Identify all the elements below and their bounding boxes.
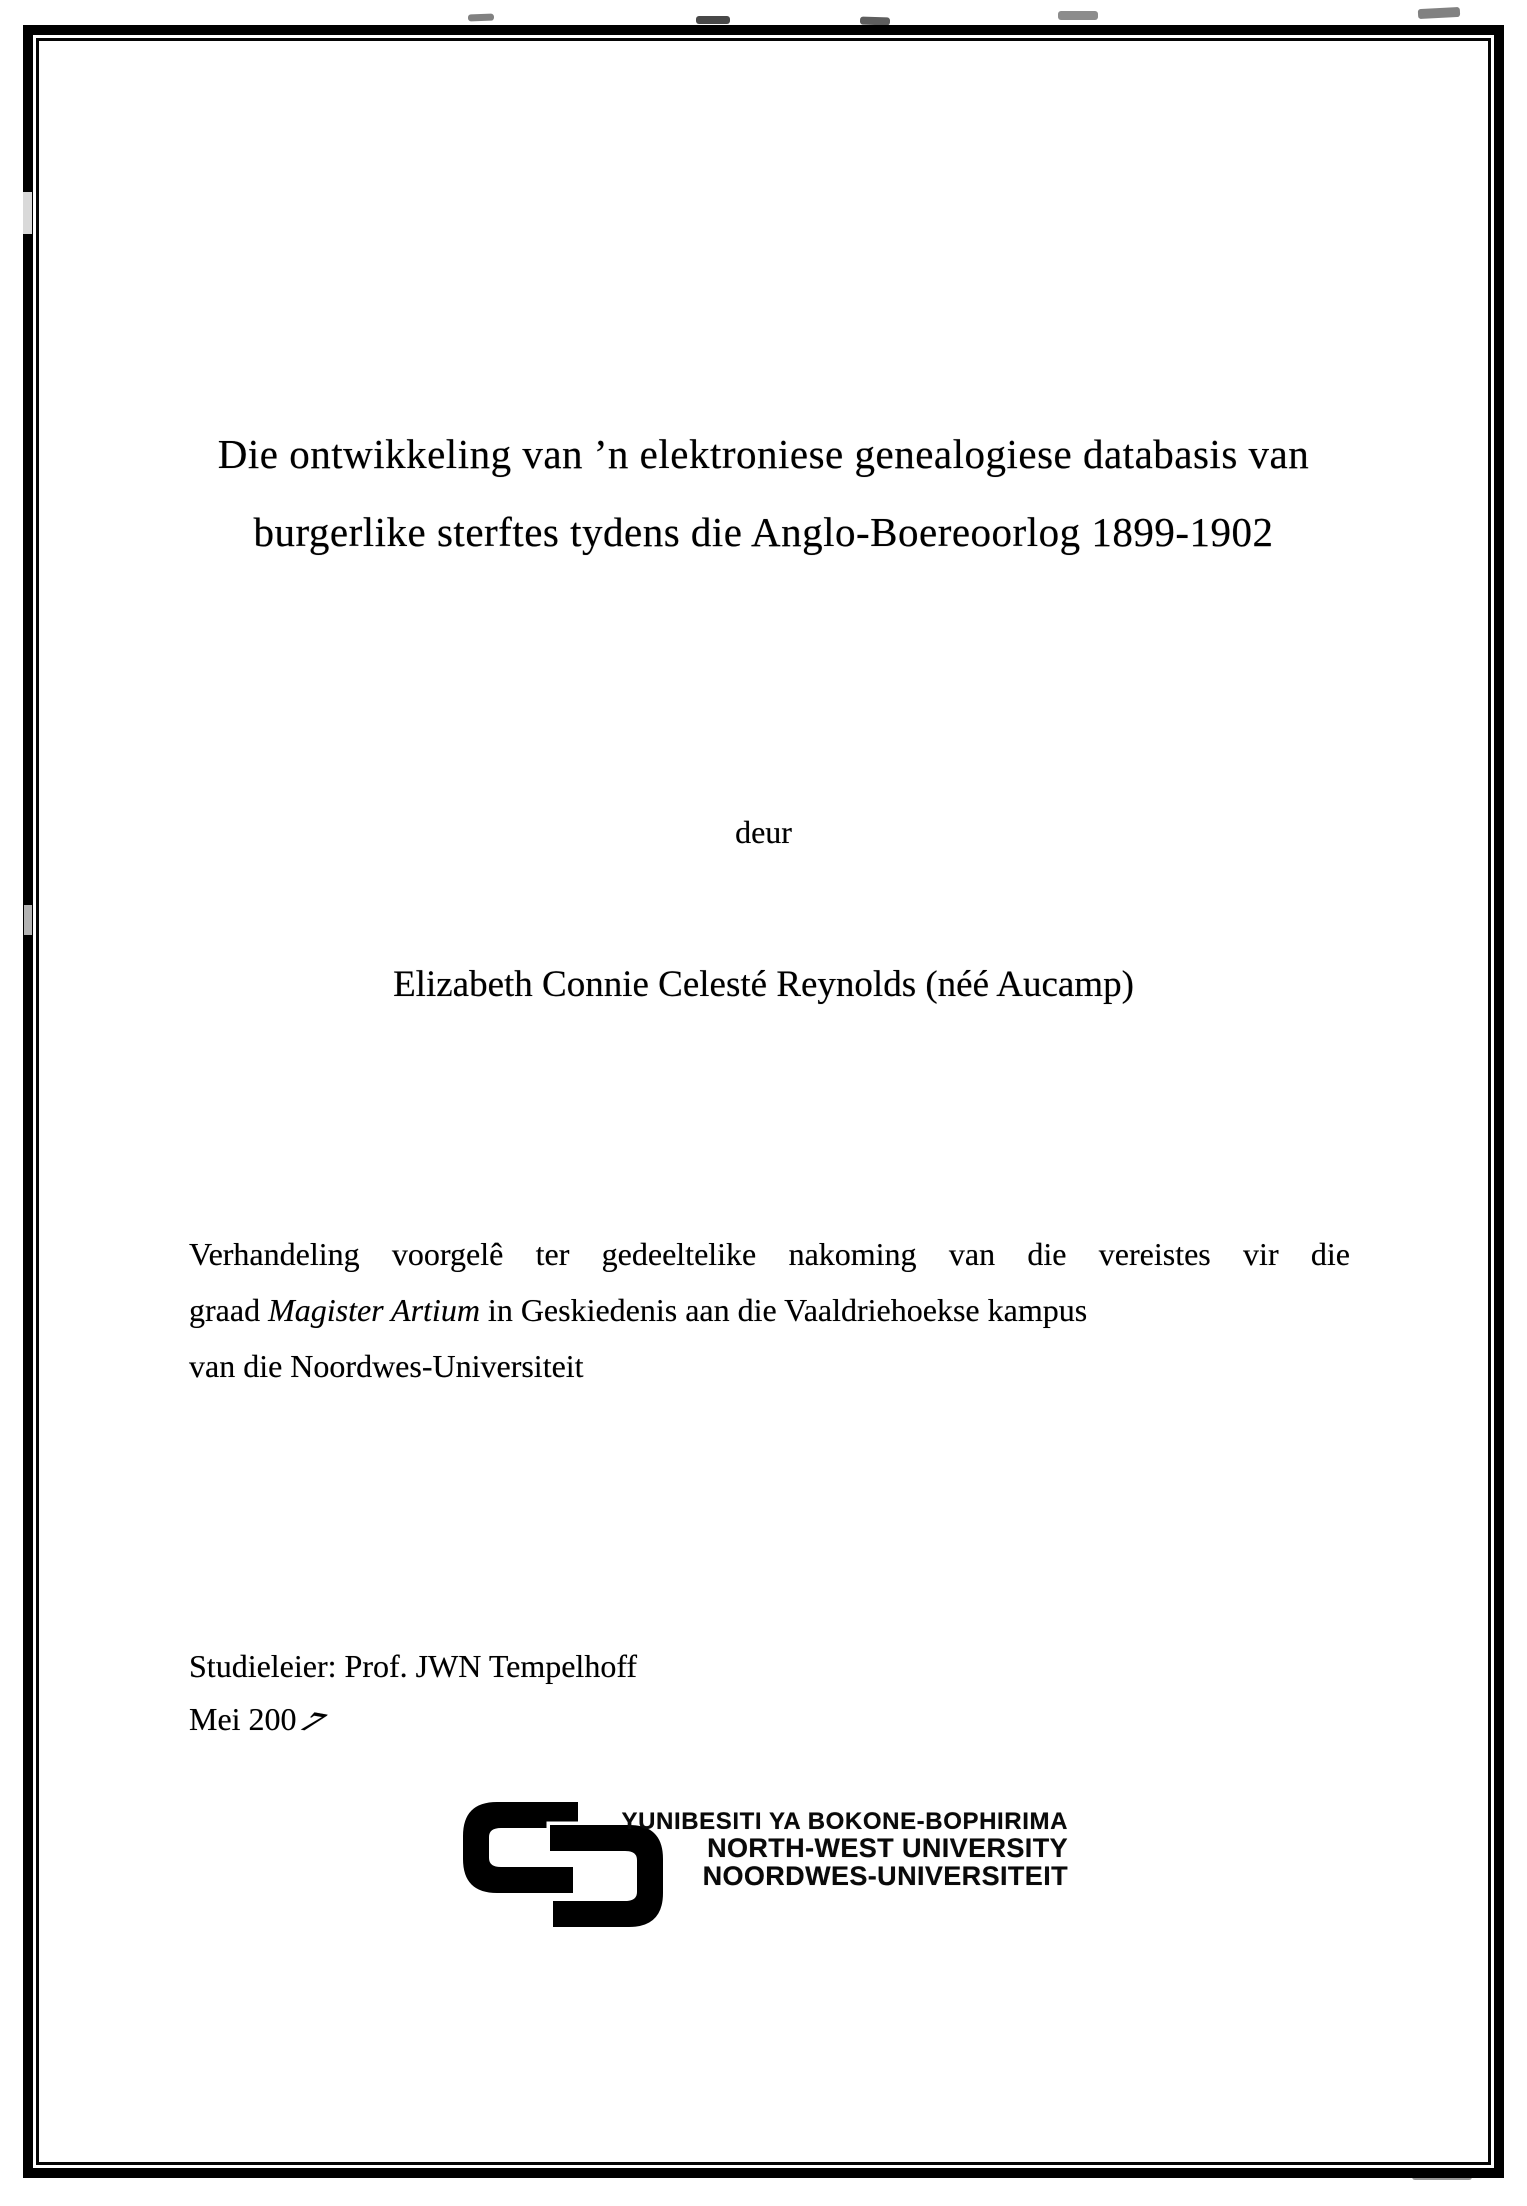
date-digit: 7 <box>291 1705 334 1738</box>
thesis-title-line2: burgerlike sterftes tydens die Anglo-Boereoorlog 1899-1902 <box>253 509 1274 555</box>
date-prefix: Mei 200 <box>189 1701 297 1737</box>
degree-statement-line2-post: in Geskiedenis aan die Vaaldriehoekse kampus <box>479 1292 1088 1328</box>
degree-statement-line1: Verhandeling voorgelê ter gedeeltelike nakoming van die vereistes vir die <box>189 1236 1350 1272</box>
scan-speck <box>1058 11 1098 20</box>
scan-speck <box>1418 7 1460 19</box>
degree-statement-line2-pre: graad <box>189 1292 269 1328</box>
logo-text-english: NORTH-WEST UNIVERSITY <box>707 1833 1068 1863</box>
author-name: Elizabeth Connie Celesté Reynolds (néé Aucamp) <box>393 964 1134 1005</box>
degree-statement-line2 <box>189 1282 1350 1338</box>
date-line <box>189 1701 334 1738</box>
scan-speck <box>696 16 730 24</box>
degree-statement-line3: van die Noordwes-Universiteit <box>189 1348 584 1384</box>
supervisor-line: Studieleier: Prof. JWN Tempelhoff <box>189 1648 638 1684</box>
university-logo-text <box>585 1809 1068 1890</box>
degree-name: Magister Artium <box>268 1292 480 1328</box>
logo-text-afrikaans: NOORDWES-UNIVERSITEIT <box>702 1861 1068 1891</box>
scan-nick <box>23 192 32 234</box>
scan-speck <box>468 14 494 22</box>
logo-text-setswana: YUNIBESITI YA BOKONE-BOPHIRIMA <box>621 1808 1068 1835</box>
scan-nick <box>24 905 32 935</box>
thesis-title <box>0 415 1527 571</box>
degree-statement <box>189 1226 1350 1394</box>
university-logo <box>463 1802 1078 1942</box>
thesis-title-line1: Die ontwikkeling van ’n elektroniese genealogiese databasis van <box>217 431 1310 477</box>
byline-label: deur <box>735 814 792 850</box>
